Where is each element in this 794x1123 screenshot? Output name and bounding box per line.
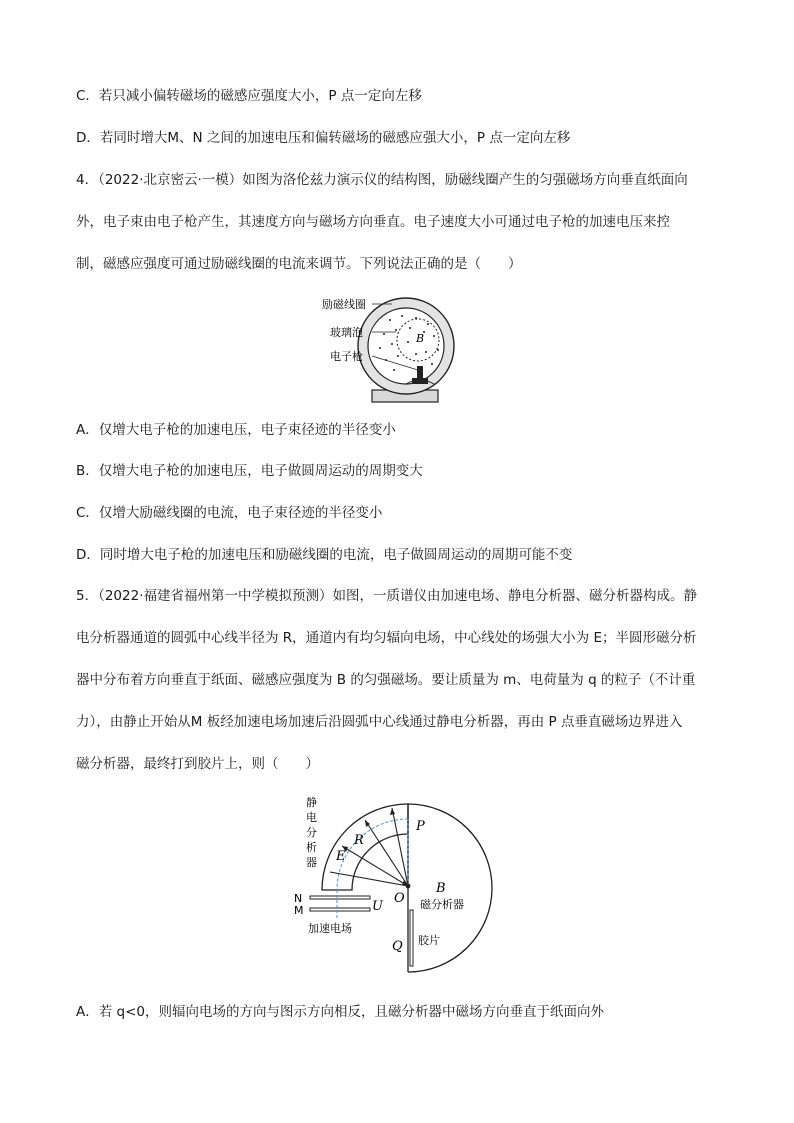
plate-n (310, 896, 370, 899)
lorentz-apparatus-figure (320, 290, 480, 405)
question-4-line-1: 4．（2022·北京密云·一模）如图为洛伦兹力演示仪的结构图，励磁线圈产生的匀强磁场方向垂直纸面向 (76, 172, 688, 188)
label-b-field: B (416, 332, 425, 345)
label-m: M (294, 904, 304, 917)
option-c-q3: C．若只减小偏转磁场的磁感应强度大小，P 点一定向左移 (76, 88, 422, 104)
svg-text:电: 电 (306, 811, 317, 824)
question-5-line-1: 5．（2022·福建省福州第一中学模拟预测）如图，一质谱仪由加速电场、静电分析器、磁分析器构成。静 (76, 588, 697, 604)
question-5-line-5: 磁分析器，最终打到胶片上，则（ ） (76, 756, 319, 772)
film (410, 910, 413, 966)
glass-bulb (368, 308, 444, 384)
svg-text:析: 析 (306, 841, 317, 854)
q4-option-c: C．仅增大励磁线圈的电流，电子束径迹的半径变小 (76, 505, 383, 521)
label-r: R (354, 833, 364, 848)
label-o: O (394, 891, 405, 906)
svg-text:静: 静 (306, 796, 317, 809)
label-bulb: 玻璃泡 (330, 326, 363, 339)
plate-m (310, 908, 370, 911)
question-4-line-3: 制，磁感应强度可通过励磁线圈的电流来调节。下列说法正确的是（ ） (76, 256, 522, 272)
label-gun: 电子枪 (330, 350, 363, 363)
label-magnetic-analyzer: 磁分析器 (420, 898, 464, 911)
label-accel-field: 加速电场 (308, 922, 352, 935)
label-coil: 励磁线圈 (322, 298, 366, 311)
q5-option-a: A．若 q<0，则辐向电场的方向与图示方向相反，且磁分析器中磁场方向垂直于纸面向外 (76, 1004, 604, 1020)
q4-option-b: B．仅增大电子枪的加速电压，电子做圆周运动的周期变大 (76, 463, 423, 479)
svg-text:器: 器 (306, 856, 317, 869)
point-o (406, 884, 411, 889)
option-d-q3: D．若同时增大M、N 之间的加速电压和偏转磁场的磁感应强大小，P 点一定向左移 (76, 130, 571, 146)
question-5-line-2: 电分析器通道的圆弧中心线半径为 R，通道内有均匀辐向电场，中心线处的场强大小为 E；半圆形磁分析 (76, 630, 697, 646)
label-b: B (436, 881, 446, 896)
question-4-line-2: 外，电子束由电子枪产生，其速度方向与磁场方向垂直。电子速度大小可通过电子枪的加速电压来控 (76, 214, 670, 230)
label-e: E (336, 849, 346, 864)
svg-text:分: 分 (306, 826, 317, 839)
mass-spectrometer-figure (288, 790, 528, 982)
electron-gun (417, 366, 423, 380)
electrostatic-analyzer (322, 804, 408, 890)
label-p: P (416, 819, 425, 834)
q4-option-a: A．仅增大电子枪的加速电压，电子束径迹的半径变小 (76, 422, 396, 438)
q4-option-d: D．同时增大电子枪的加速电压和励磁线圈的电流，电子做圆周运动的周期可能不变 (76, 547, 573, 563)
label-u: U (372, 899, 383, 914)
esa-label (306, 795, 317, 869)
question-5-line-4: 力），由静止开始从M 板经加速电场加速后沿圆弧中心线通过静电分析器，再由 P 点垂直磁场边界进入 (76, 714, 683, 730)
label-film: 胶片 (418, 934, 440, 947)
label-q: Q (392, 939, 403, 954)
question-5-line-3: 器中分布着方向垂直于纸面、磁感应强度为 B 的匀强磁场。要让质量为 m、电荷量为 q 的粒子（不计重 (76, 672, 696, 688)
label-n: N (294, 892, 303, 905)
